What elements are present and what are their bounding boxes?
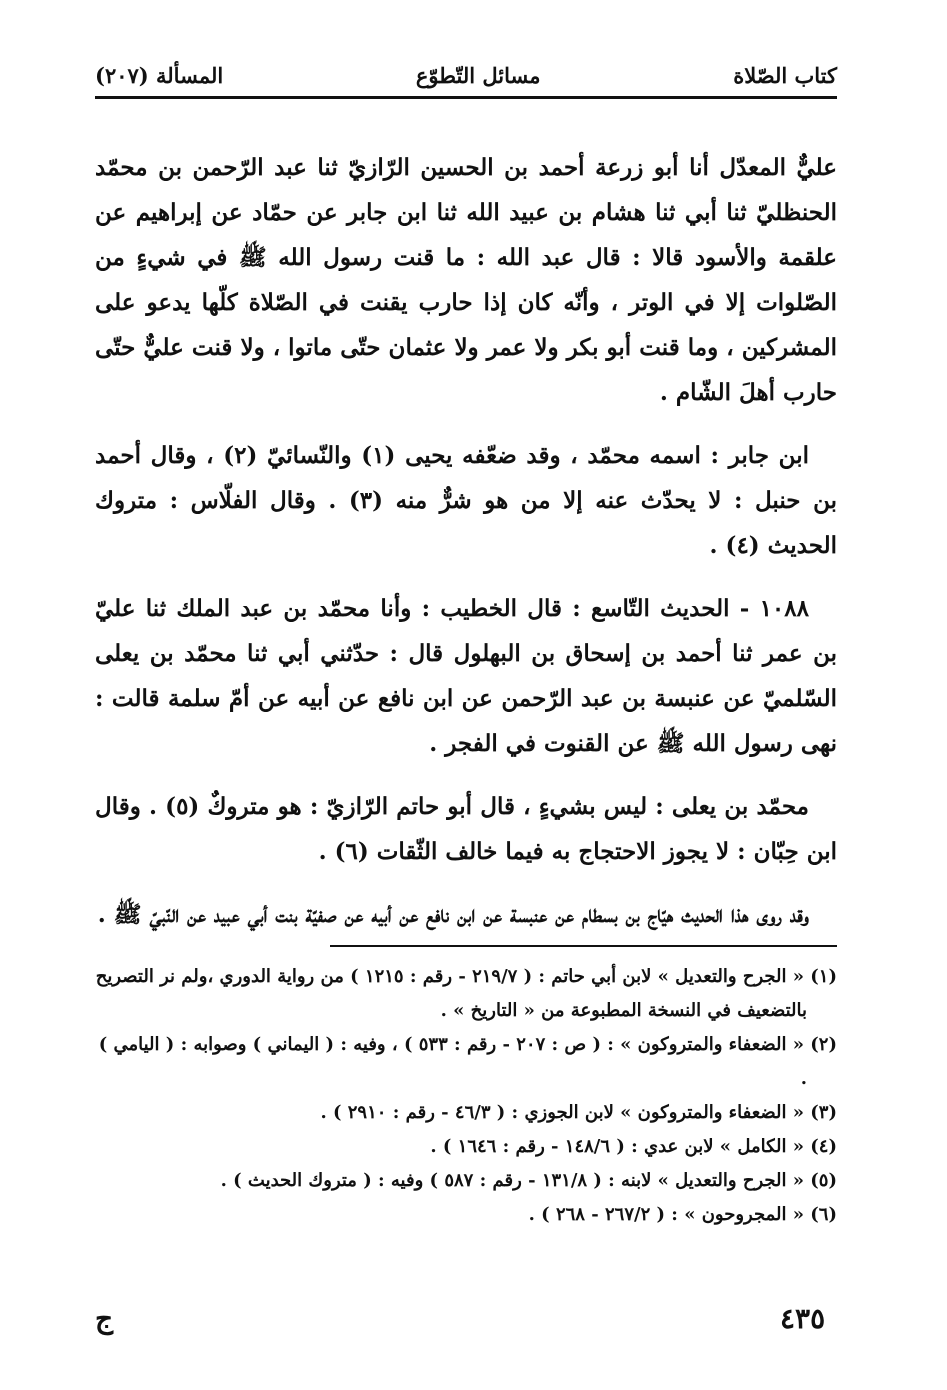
paragraph: ابن جابر : اسمه محمّد ، وقد ضعّفه يحيى (١) والنّسائيّ (٢) ، وقال أحمد بن حنبل : لا يحدّث عنه إلا من هو شرٌّ منه (٣) . وقال الفلّاس : متروك الحديث (٤) .: [95, 442, 837, 559]
book-title: كتاب الصّلاة: [733, 62, 837, 88]
footnote: (٦) « المجروحون » : ( ٢٦٧/٢ - ٢٦٨ ) .: [528, 1204, 837, 1225]
footnote: (٥) « الجرح والتعديل » لابنه : ( ١٣١/٨ - رقم : ٥٨٧ ) وفيه : ( متروك الحديث ) .: [220, 1170, 837, 1191]
footnote: (١) « الجرح والتعديل » لابن أبي حاتم : ( ٢١٩/٧ - رقم : ١٢١٥ ) من رواية الدوري ،ولم نر التصريح بالتضعيف في النسخة المطبوعة من « التاريخ » .: [95, 966, 837, 1021]
paragraph: وقد روى هذا الحديث هيّاج بن بسطام عن عنبسة عن ابن نافع عن أبيه عن صفيّة بنت أبي عبيد عن النّبيّ ﷺ .: [97, 901, 809, 928]
paragraph: عليٌّ المعدّل أنا أبو زرعة أحمد بن الحسين الرّازيّ ثنا عبد الرّحمن بن محمّد الحنظليّ ثنا أبي ثنا هشام بن عبيد الله ثنا ابن جابر عن حمّاد عن إبراهيم عن علقمة والأسود قالا : قال عبد الله : ما قنت رسول الله ﷺ في شيءٍ من الصّلوات إلا في الوتر ، وأنّه كان إذا حارب يقنت في الصّلاة كلّها يدعو على المشركين ، وما قنت أبو بكر ولا عمر ولا عثمان حتّى ماتوا ، ولا قنت عليٌّ حتّى حارب أهلَ الشّام .: [95, 154, 837, 406]
main-text: [95, 145, 837, 955]
issue-number: المسألة (٢٠٧): [95, 62, 224, 88]
footnote: (٣) « الضعفاء والمتروكون » لابن الجوزي : ( ٤٦/٣ - رقم : ٢٩١٠ ) .: [320, 1102, 837, 1123]
page-number: ٤٣٥: [780, 1302, 826, 1335]
header-rule: [95, 96, 837, 99]
signature-mark: ج: [95, 1302, 114, 1335]
footnotes: [95, 960, 837, 1232]
paragraph: محمّد بن يعلى : ليس بشيءٍ ، قال أبو حاتم الرّازيّ : هو متروكٌ (٥) . وقال ابن حِبّان : لا يجوز الاحتجاج به فيما خالف الثّقات (٦) .: [95, 793, 837, 865]
chapter-title: مسائل التّطوّع: [415, 62, 541, 88]
footnote-rule: [330, 945, 837, 947]
footnote: (٢) « الضعفاء والمتروكون » : ( ص : ٢٠٧ - رقم : ٥٣٣ ) ، وفيه : ( اليماني ) وصوابه : ( اليامي ) .: [98, 1034, 837, 1089]
footnote: (٤) « الكامل » لابن عدي : ( ١٤٨/٦ - رقم : ١٦٤٦ ) .: [430, 1136, 837, 1157]
running-header: [95, 55, 837, 95]
paragraph: ١٠٨٨ - الحديث التّاسع : قال الخطيب : وأنا محمّد بن عبد الملك ثنا عليّ بن عمر ثنا أحمد بن إسحاق بن البهلول قال : حدّثني أبي ثنا محمّد بن يعلى السّلميّ عن عنبسة بن عبد الرّحمن عن ابن نافع عن أبيه عن أمّ سلمة قالت : نهى رسول الله ﷺ عن القنوت في الفجر .: [95, 595, 837, 757]
